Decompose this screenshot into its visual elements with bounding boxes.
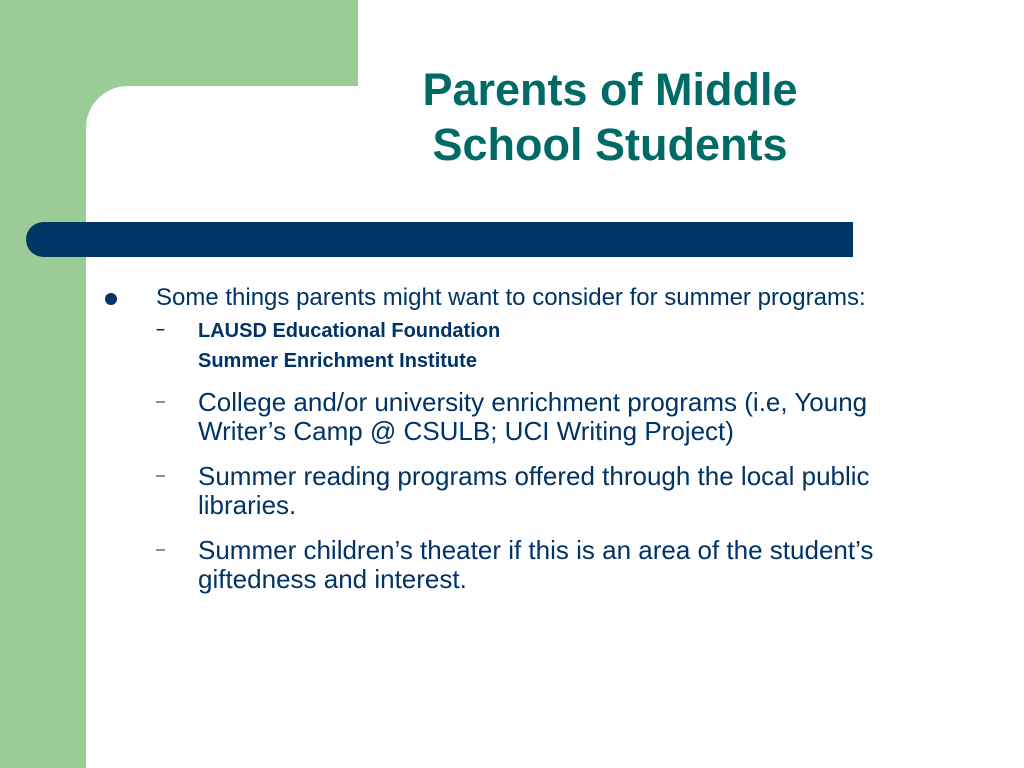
title-divider-bar [26,222,853,257]
dash-icon: – [156,541,165,558]
sub-bullet-text: College and/or university enrichment programs (i.e, Young Writer’s Camp @ CSULB; UCI Writing Project) [198,387,868,446]
dash-icon: – [156,321,165,338]
sub-bullet-item [100,316,930,376]
bullet-item [100,284,930,312]
sub-bullet-item [100,536,930,594]
dash-icon: – [156,467,165,484]
dash-icon: – [156,393,165,410]
sub-bullet-text: Summer children’s theater if this is an area of the student’s giftedness and interest. [198,535,874,594]
sub-bullet-line-1: LAUSD Educational Foundation [198,320,501,342]
sub-bullet-item [100,462,930,520]
sub-bullet-text: Summer reading programs offered through the local public libraries. [198,461,870,520]
title-line-1: Parents of Middle [422,64,798,115]
title-line-2: School Students [432,119,788,170]
bullet-dot-icon [105,293,117,305]
slide-body [100,284,930,610]
sub-bullet-line-2: Summer Enrichment Institute [198,350,477,372]
bullet-text: Some things parents might want to consider for summer programs: [156,284,866,311]
sub-bullet-item [100,388,930,446]
sub-bullet-list [100,316,930,594]
slide-title [300,62,920,172]
